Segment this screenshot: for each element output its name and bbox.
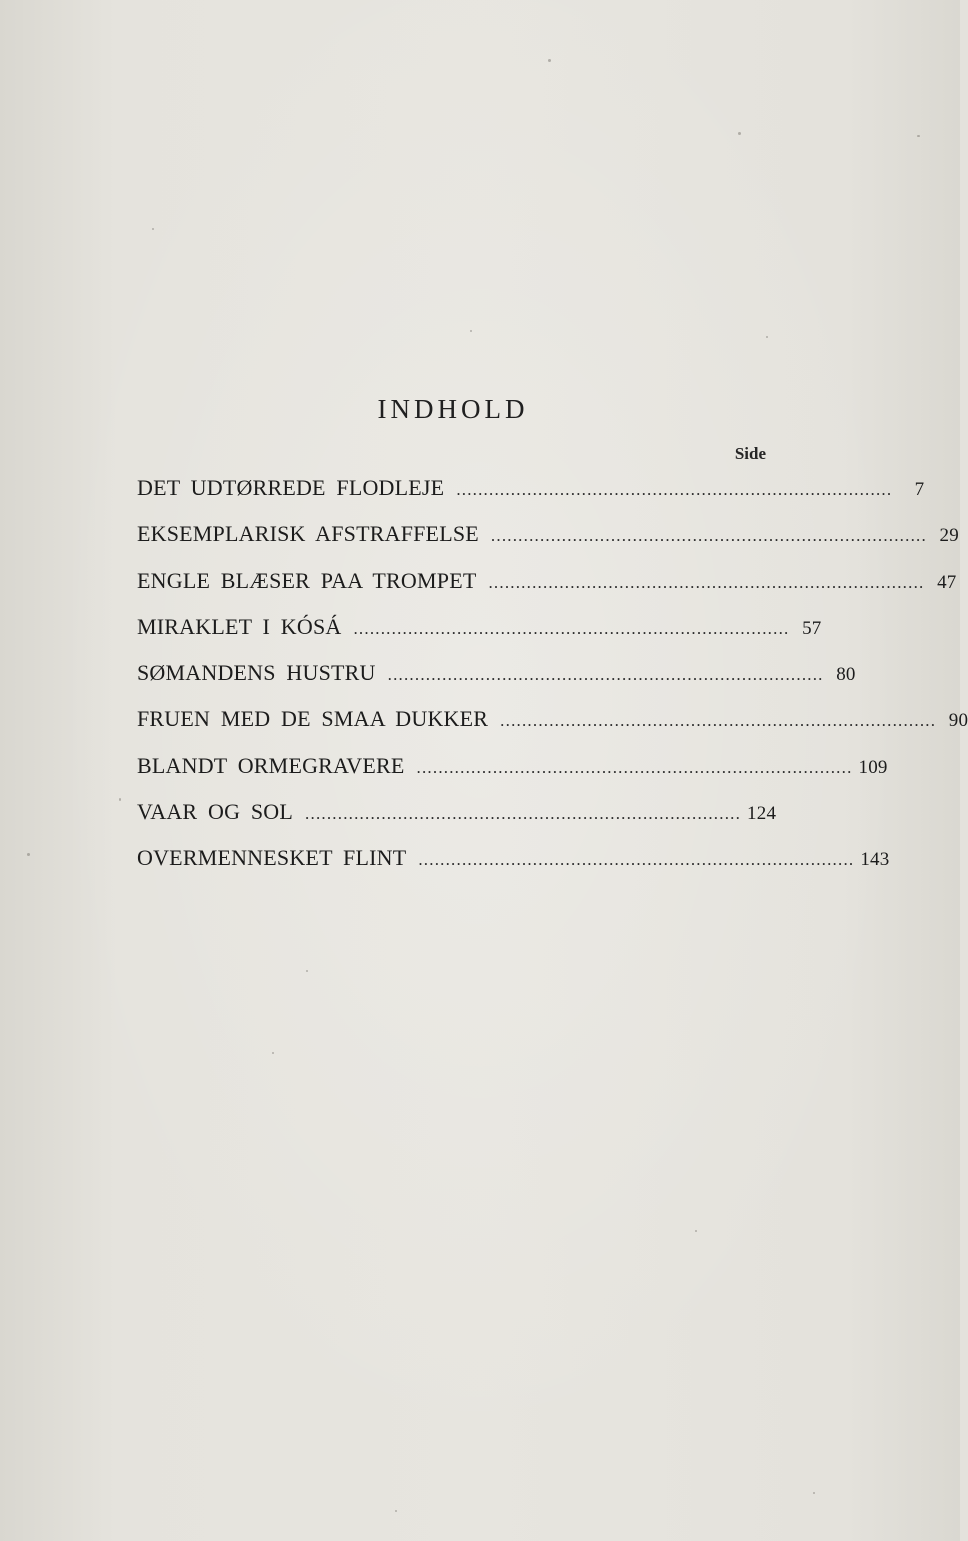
toc-entry-page: 143 (860, 849, 890, 871)
paper-speck (470, 330, 472, 332)
toc-entry-title: BLANDT ORMEGRAVERE (137, 752, 405, 778)
toc-entry (137, 699, 968, 745)
toc-entry-title: ENGLE BLÆSER PAA TROMPET (137, 567, 477, 593)
page-column-label: Side (734, 444, 766, 463)
toc-entry-title: SØMANDENS HUSTRU (137, 660, 376, 686)
toc-leader-dots: ................................................................................ (418, 850, 855, 870)
toc-leader-dots: ................................................................................ (500, 711, 937, 731)
toc-entry-page: 80 (836, 664, 856, 686)
toc-entry-page: 124 (747, 803, 777, 825)
paper-speck (306, 970, 308, 972)
paper-speck (152, 228, 154, 230)
paper-speck (813, 1492, 815, 1494)
toc-entry-title: EKSEMPLARISK AFSTRAFFELSE (137, 521, 479, 547)
toc-entry-page: 47 (937, 571, 957, 593)
toc-entry (137, 792, 777, 838)
paper-speck (119, 798, 121, 801)
paper-speck (548, 59, 551, 62)
paper-speck (695, 1230, 697, 1232)
toc-entry-title: VAAR OG SOL (137, 799, 294, 825)
paper-speck (766, 336, 768, 338)
toc-entry (137, 746, 888, 792)
toc-entry-title: OVERMENNESKET FLINT (137, 845, 407, 871)
paper-speck (917, 135, 920, 137)
paper-speck (738, 132, 741, 135)
toc-entry-page: 57 (802, 617, 822, 639)
paper-speck (272, 1052, 274, 1054)
paper-speck (27, 853, 30, 856)
toc-leader-dots: ................................................................................ (416, 757, 853, 777)
table-of-contents (137, 468, 968, 885)
toc-entry-title: FRUEN MED DE SMAA DUKKER (137, 706, 489, 732)
page-title: INDHOLD (377, 394, 529, 424)
toc-leader-dots: ................................................................................ (305, 804, 742, 824)
toc-entry-page: 109 (858, 756, 888, 778)
toc-entry-page: 7 (914, 479, 925, 500)
toc-leader-dots: ................................................................................ (353, 618, 790, 638)
toc-entry-page: 90 (948, 710, 968, 732)
toc-leader-dots: ................................................................................ (490, 526, 927, 546)
toc-entry (137, 468, 925, 514)
toc-entry-page: 29 (939, 525, 959, 547)
toc-entry-title: DET UDTØRREDE FLODLEJE (137, 475, 445, 500)
toc-entry (137, 653, 856, 699)
paper-speck (395, 1510, 397, 1512)
toc-entry (137, 607, 822, 653)
toc-entry (137, 838, 890, 884)
toc-entry (137, 514, 959, 560)
toc-entry (137, 561, 957, 607)
toc-leader-dots: ................................................................................ (387, 665, 824, 685)
toc-leader-dots: ................................................................................ (488, 572, 925, 592)
toc-leader-dots: ................................................................................ (456, 480, 893, 499)
toc-entry-title: MIRAKLET I KÓSÁ (137, 613, 342, 639)
